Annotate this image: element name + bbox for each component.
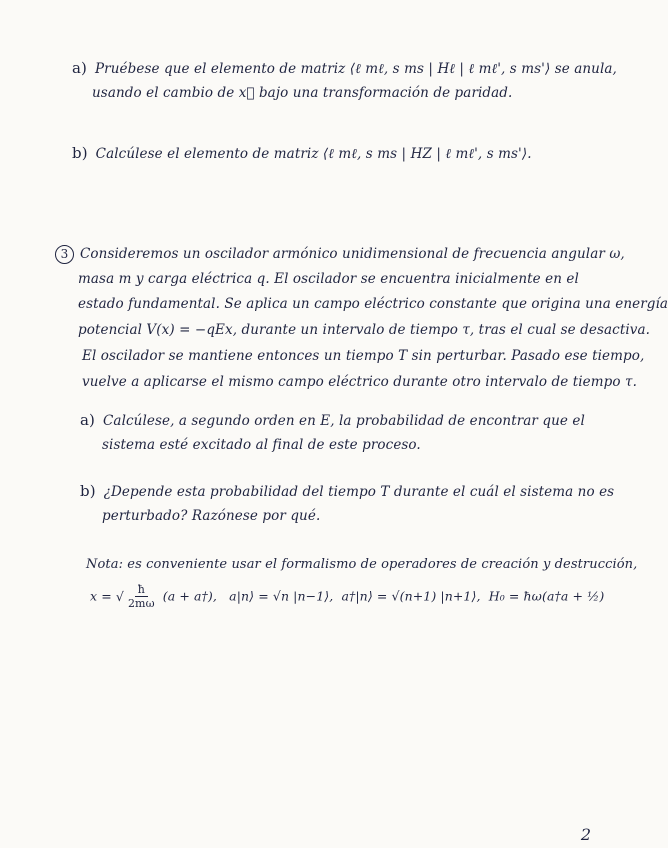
problem3-part-b-line1	[80, 483, 614, 500]
problem3-part-b-label: b)	[80, 482, 96, 500]
problem3-part-a-text1: Calcúlese, a segundo orden en E, la probabilidad de encontrar que el	[103, 413, 585, 429]
problem3-intro-line4: potencial V(x) = −qEx, durante un intervalo de tiempo τ, tras el cual se desactiva.	[78, 322, 651, 338]
x-rest: (a + a†),	[162, 588, 217, 604]
prev-part-a-line2: usando el cambio de x⃗ bajo una transformación de paridad.	[92, 85, 513, 101]
page-number: 2	[580, 825, 591, 844]
fraction-denominator: 2mω	[127, 597, 155, 610]
prev-part-a-line1	[72, 60, 617, 77]
fraction	[128, 583, 155, 610]
problem3-intro-line2: masa m y carga eléctrica q. El oscilador se encuentra inicialmente en el	[78, 271, 579, 287]
problem3-part-a-line2: sistema esté excitado al final de este proceso.	[102, 437, 421, 453]
sqrt-factor: √ $\frac{ħ}{2m\omega}$	[115, 583, 155, 610]
prev-part-b-text1: Calcúlese el elemento de matriz ⟨ℓ mℓ, s ms | HZ | ℓ mℓ', s ms'⟩.	[95, 146, 532, 162]
note-formulas	[90, 583, 604, 610]
problem3-part-a-line1	[80, 412, 585, 429]
prev-part-b-label: b)	[72, 144, 88, 162]
problem-number-circle: 3	[55, 245, 74, 264]
x-equals: x =	[90, 588, 112, 604]
a-action: a|n⟩ = √n |n−1⟩,	[229, 588, 334, 604]
fraction-numerator: ħ	[135, 583, 148, 597]
problem3-intro-line3: estado fundamental. Se aplica un campo eléctrico constante que origina una energía	[78, 296, 668, 312]
prev-part-b-line1	[72, 145, 532, 162]
prev-part-a-text1: Pruébese que el elemento de matriz ⟨ℓ mℓ, s ms | Hℓ | ℓ mℓ', s ms'⟩ se anula,	[95, 61, 617, 77]
problem3-intro-line1	[55, 245, 625, 264]
problem3-part-a-label: a)	[80, 411, 95, 429]
problem3-intro-line5: El oscilador se mantiene entonces un tiempo T sin perturbar. Pasado ese tiempo,	[82, 348, 645, 364]
problem3-part-b-text1: ¿Depende esta probabilidad del tiempo T durante el cuál el sistema no es	[103, 484, 615, 500]
note-line1: Nota: es conveniente usar el formalismo de operadores de creación y destrucción,	[86, 557, 638, 572]
adag-action: a†|n⟩ = √(n+1) |n+1⟩,	[341, 588, 481, 604]
problem3-intro-text1: Consideremos un oscilador armónico unidimensional de frecuencia angular ω,	[80, 246, 625, 262]
prev-part-a-label: a)	[72, 59, 87, 77]
hamiltonian: H₀ = ħω(a†a + ½)	[488, 588, 605, 604]
problem3-intro-line6: vuelve a aplicarse el mismo campo eléctrico durante otro intervalo de tiempo τ.	[82, 374, 637, 390]
problem3-part-b-line2: perturbado? Razónese por qué.	[102, 508, 321, 524]
